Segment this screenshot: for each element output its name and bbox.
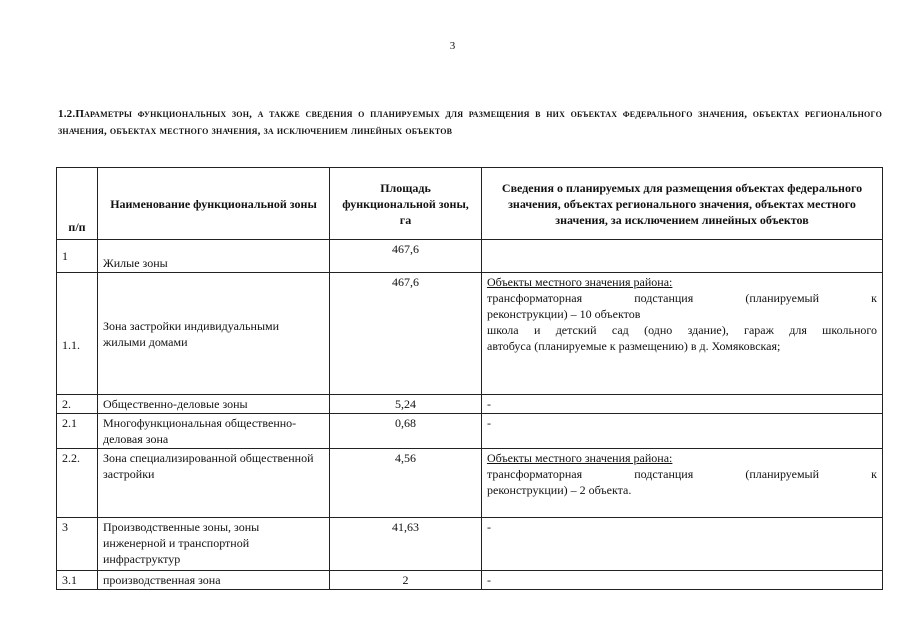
row-name: Производственные зоны, зоны инженерной и транспортной инфраструктур — [98, 518, 330, 571]
objects-line: реконструкции) – 10 объектов — [487, 307, 641, 321]
row-objects: - — [482, 395, 883, 414]
header-area: Площадь функциональной зоны, га — [330, 168, 482, 240]
row-objects: - — [482, 414, 883, 449]
row-area: 5,24 — [330, 395, 482, 414]
row-area: 467,6 — [330, 240, 482, 273]
header-name: Наименование функциональной зоны — [98, 168, 330, 240]
row-num: 3 — [57, 518, 98, 571]
row-num: 3.1 — [57, 571, 98, 590]
row-objects: - — [482, 571, 883, 590]
objects-line: трансформаторная подстанция (планируемый к — [487, 467, 877, 481]
row-area: 2 — [330, 571, 482, 590]
objects-heading: Объекты местного значения района: — [487, 451, 673, 465]
row-num: 1.1. — [57, 273, 98, 395]
section-heading — [58, 106, 882, 140]
row-area: 41,63 — [330, 518, 482, 571]
table-row — [57, 240, 883, 273]
page-number: 3 — [449, 40, 456, 52]
row-num: 2. — [57, 395, 98, 414]
row-objects: - — [482, 518, 883, 571]
row-area: 4,56 — [330, 449, 482, 518]
objects-line: школа и детский сад (одно здание), гараж для школьного — [487, 323, 877, 337]
table-row — [57, 395, 883, 414]
row-name: Зона застройки индивидуальными жилыми домами — [98, 273, 330, 395]
row-area: 0,68 — [330, 414, 482, 449]
header-num: п/п — [57, 168, 98, 240]
section-title: Параметры функциональных зон, а также сведения о планируемых для размещения в них объектах федерального значения, объектах регионального значения, объектах местного значения, за исключением линейных объектов — [58, 108, 882, 137]
row-num: 2.2. — [57, 449, 98, 518]
objects-line: автобуса (планируемые к размещению) в д. Хомяковская; — [487, 339, 781, 353]
row-objects — [482, 449, 883, 518]
row-objects — [482, 273, 883, 395]
zones-table — [56, 167, 883, 590]
table-row — [57, 414, 883, 449]
row-area: 467,6 — [330, 273, 482, 395]
table-header-row — [57, 168, 883, 240]
table-row — [57, 571, 883, 590]
row-name: производственная зона — [98, 571, 330, 590]
row-name: Многофункциональная общественно-деловая зона — [98, 414, 330, 449]
objects-line: трансформаторная подстанция (планируемый к — [487, 291, 877, 305]
row-num: 2.1 — [57, 414, 98, 449]
objects-line: реконструкции) – 2 объекта. — [487, 483, 632, 497]
table-row — [57, 449, 883, 518]
section-number: 1.2. — [58, 108, 76, 120]
objects-heading: Объекты местного значения района: — [487, 275, 673, 289]
row-objects — [482, 240, 883, 273]
table-row — [57, 273, 883, 395]
row-num: 1 — [57, 240, 98, 273]
table-row — [57, 518, 883, 571]
header-objects: Сведения о планируемых для размещения объектах федерального значения, объектах регионального значения, объектах местного значения, за исключением линейных объектов — [482, 168, 883, 240]
row-name: Общественно-деловые зоны — [98, 395, 330, 414]
row-name: Зона специализированной общественной застройки — [98, 449, 330, 518]
row-name: Жилые зоны — [98, 240, 330, 273]
